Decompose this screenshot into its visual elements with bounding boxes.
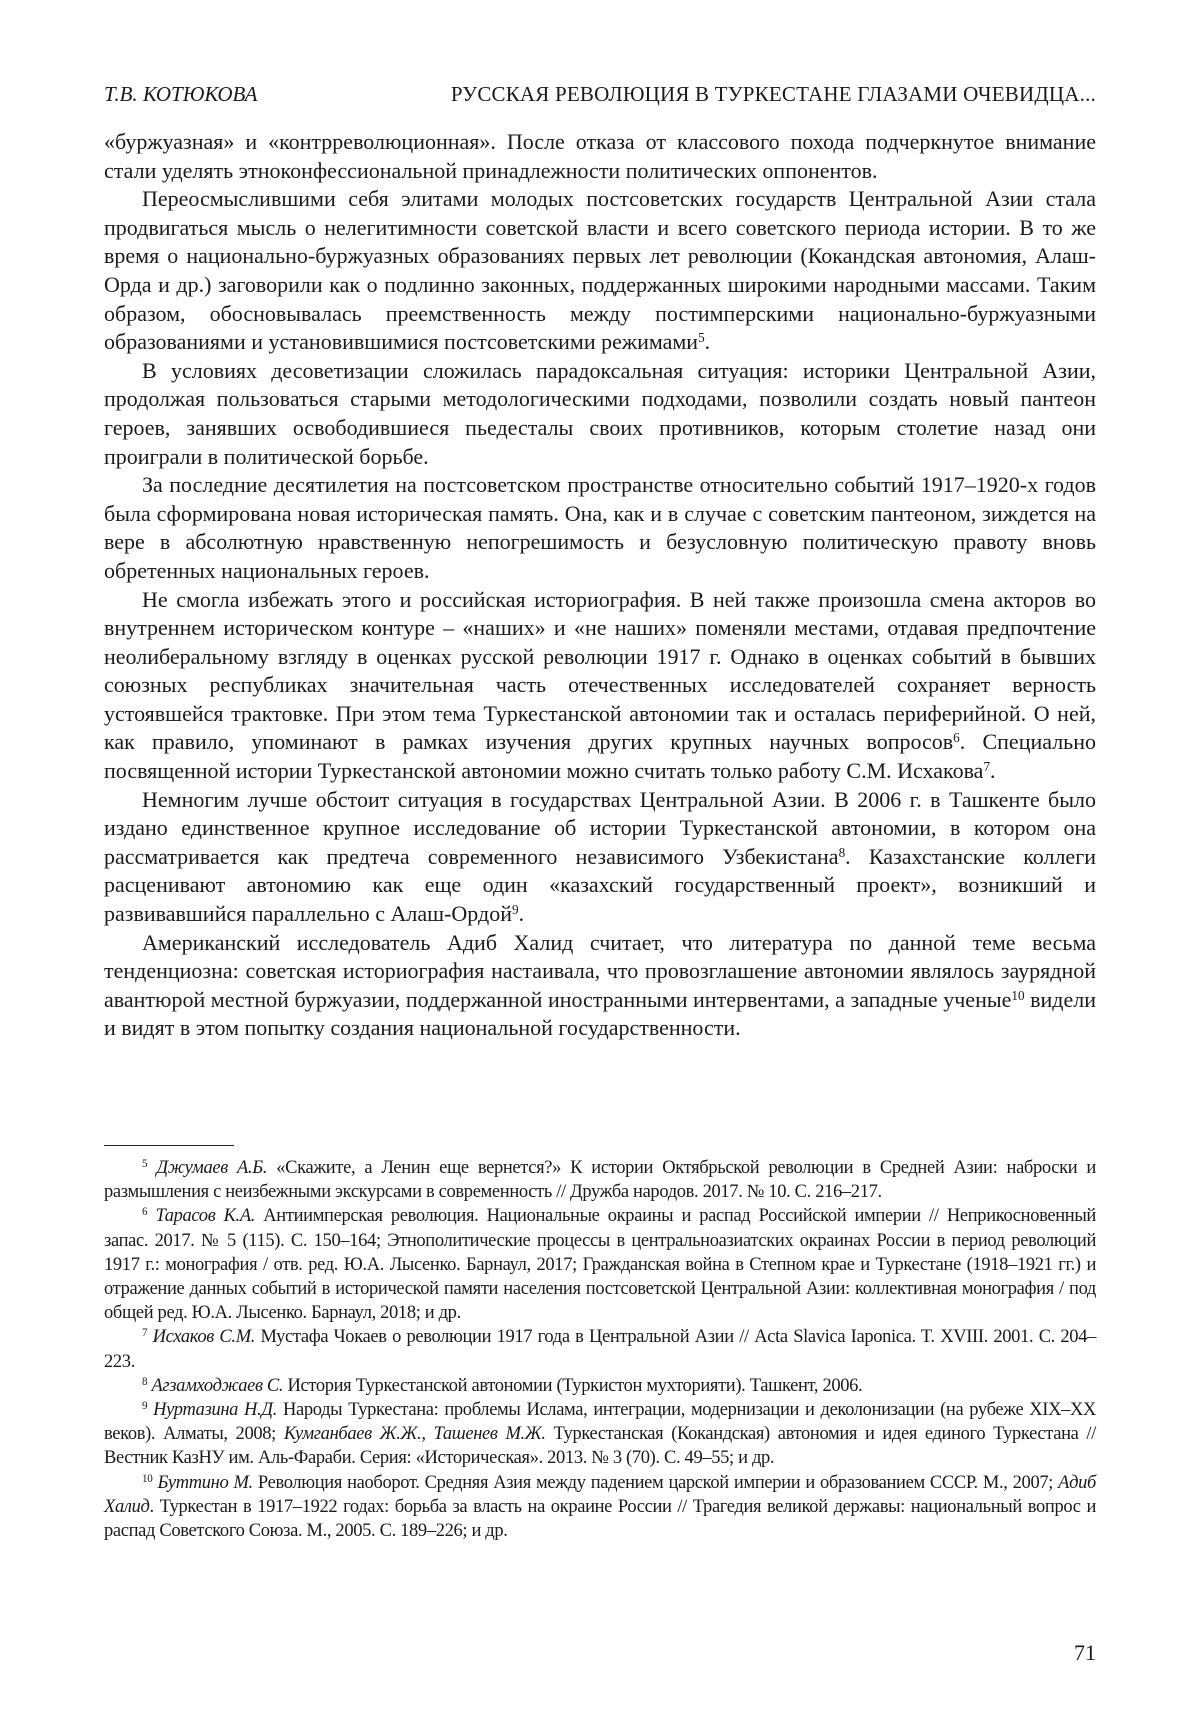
footnote-ref: 7: [142, 1327, 147, 1339]
text-run: Революция наоборот. Средняя Азия между падением царской империи и образованием СССР. М., 2007;: [253, 1473, 1058, 1493]
text-run: За последние десятилетия на постсоветском пространстве относительно событий 1917–1920-х годов была сформирована новая историческая память. Она, как и в случае с советским пантеоном, зиждется на вере в абсолютную нравственную непогрешимость и безусловную политическую правоту вновь обретенных национальных героев.: [104, 472, 1096, 583]
paragraph: [104, 128, 1096, 185]
footnote-ref: 9: [512, 902, 519, 917]
text-run: видели и видят в этом попытку создания национальной государственности.: [104, 987, 1096, 1041]
paragraph: [104, 586, 1096, 786]
text-run: . Специально посвященной истории Туркестанской автономии можно считать только работу С.М. Исхакова: [104, 729, 1096, 783]
running-header: [104, 82, 1096, 112]
footnotes: [104, 1156, 1096, 1543]
text-run: Американский исследователь Адиб Халид считает, что литература по данной теме весьма тенденциозна: советская историография настаивала, что провозглашение автономии являлось заурядной авантюрой местной буржуазии, поддержанной иностранными интервентами, а западные ученые: [104, 930, 1096, 1012]
footnote-ref: 10: [1011, 988, 1024, 1003]
text-run: В условиях десоветизации сложилась парадоксальная ситуация: историки Центральной Азии, продолжая пользоваться старыми методологическими подходами, позволили создать новый пантеон героев, занявших освободившиеся пьедесталы своих противников, которым столетие назад они проиграли в политической борьбе.: [104, 358, 1096, 469]
footnote-ref: 6: [142, 1206, 147, 1218]
text-run: Немногим лучше обстоит ситуация в государствах Центральной Азии. В 2006 г. в Ташкенте было издано единственное крупное исследование об истории Туркестанской автономии, в котором она рассматривается как предтеча современного независимого Узбекистана: [104, 787, 1096, 869]
text-run: . Туркестан в 1917–1922 годах: борьба за власть на окраине России // Трагедия великой державы: национальный вопрос и распад Советского Союза. М., 2005. С. 189–226; и др.: [104, 1497, 1096, 1541]
footnote-ref: 5: [698, 330, 705, 345]
text-run: .: [990, 758, 996, 783]
text-run: [147, 1158, 156, 1178]
text-run: «буржуазная» и «контрреволюционная». После отказа от классового похода подчеркнутое внимание стали уделять этноконфессиональной принадлежности политических оппонентов.: [104, 129, 1096, 183]
text-run: . Казахстанские коллеги расценивают автономию как еще один «казахский государственный проект», возникший и развивавшийся параллельно с Алаш-Ордой: [104, 844, 1096, 926]
author-name: Джумаев А.Б.: [156, 1158, 267, 1178]
author-name: Агзамходжаев С.: [151, 1376, 283, 1396]
footnote-ref: 9: [142, 1400, 147, 1412]
text-run: Мустафа Чокаев о революции 1917 года в Центральной Азии // Acta Slavica Iaponica. T. XVIII. 2001. С. 204–223.: [104, 1327, 1096, 1371]
text-run: Не смогла избежать этого и российская историография. В ней также произошла смена акторов во внутреннем историческом контуре – «наших» и «не наших» поменяли местами, отдавая предпочтение неолиберальному взгляду в оценках русской революции 1917 г. Однако в оценках событий в бывших союзных республиках значительная часть отечественных исследователей сохраняет верность устоявшейся трактовке. При этом тема Туркестанской автономии так и осталась периферийной. О ней, как правило, упоминают в рамках изучения других крупных научных вопросов: [104, 587, 1096, 755]
footnote-ref: 8: [142, 1376, 147, 1388]
header-running-title: РУССКАЯ РЕВОЛЮЦИЯ В ТУРКЕСТАНЕ ГЛАЗАМИ ОЧЕВИДЦА...: [451, 82, 1096, 107]
text-run: Антиимперская революция. Национальные окраины и распад Российской империи // Неприкосновенный запас. 2017. № 5 (115). С. 150–164; Этнополитические процессы в центральноазиатских окраинах России в период революций 1917 г.: монография / отв. ред. Ю.А. Лысенко. Барнаул, 2017; Гражданская война в Степном крае и Туркестане (1918–1921 гг.) и отражение данных событий в исторической памяти населения постсоветской Центральной Азии: коллективная монография / под общей ред. Ю.А. Лысенко. Барнаул, 2018; и др.: [104, 1206, 1096, 1323]
footnote: [104, 1325, 1096, 1373]
paragraph: [104, 786, 1096, 929]
footnote: [104, 1156, 1096, 1204]
author-name: Тарасов К.А.: [155, 1206, 255, 1226]
author-name: Адиб Халид: [104, 1473, 1096, 1517]
footnote-ref: 5: [142, 1158, 147, 1170]
footnote: [104, 1204, 1096, 1325]
footnote-ref: 10: [142, 1473, 152, 1485]
header-author: Т.В. КОТЮКОВА: [104, 82, 257, 107]
author-name: Кумганбаев Ж.Ж., Ташенев М.Ж.: [284, 1424, 546, 1444]
text-run: История Туркестанской автономии (Туркистон мухторияти). Ташкент, 2006.: [283, 1376, 862, 1396]
text-run: .: [519, 901, 525, 926]
footnote-ref: 7: [983, 759, 990, 774]
author-name: Исхаков С.М.: [153, 1327, 255, 1347]
author-name: Буттино М.: [158, 1473, 253, 1493]
main-text: [104, 128, 1096, 1043]
footnote: [104, 1471, 1096, 1544]
footnote-ref: 6: [953, 730, 960, 745]
text-run: «Скажите, а Ленин еще вернется?» К истории Октябрьской революции в Средней Азии: наброски и размышления с неизбежными экскурсами в современность // Дружба народов. 2017. № 10. С. 216–217.: [104, 1158, 1096, 1202]
paragraph: [104, 185, 1096, 357]
paragraph: [104, 471, 1096, 585]
footnote: [104, 1398, 1096, 1471]
footnote: [104, 1374, 1096, 1398]
footnote-separator: [104, 1145, 234, 1146]
paragraph: [104, 357, 1096, 471]
author-name: Нуртазина Н.Д.: [153, 1400, 277, 1420]
text-run: Туркестанская (Кокандская) автономия и идея единого Туркестана // Вестник КазНУ им. Аль-Фараби. Серия: «Историческая». 2013. № 3 (70). С. 49–55; и др.: [104, 1424, 1096, 1468]
text-run: Народы Туркестана: проблемы Ислама, интеграции, модернизации и деколонизации (на рубеже XIX–XX веков). Алматы, 2008;: [104, 1400, 1096, 1444]
footnote-ref: 8: [839, 845, 846, 860]
page-number: 71: [1074, 1640, 1096, 1666]
paragraph: [104, 929, 1096, 1043]
text-run: Переосмыслившими себя элитами молодых постсоветских государств Центральной Азии стала продвигаться мысль о нелегитимности советской власти и всего советского периода истории. В то же время о национально-буржуазных образованиях первых лет революции (Кокандская автономия, Алаш-Орда и др.) заговорили как о подлинно законных, поддержанных широкими народными массами. Таким образом, обосновывалась преемственность между постимперскими национально-буржуазными образованиями и установившимися постсоветскими режимами: [104, 186, 1096, 354]
text-run: .: [705, 329, 711, 354]
